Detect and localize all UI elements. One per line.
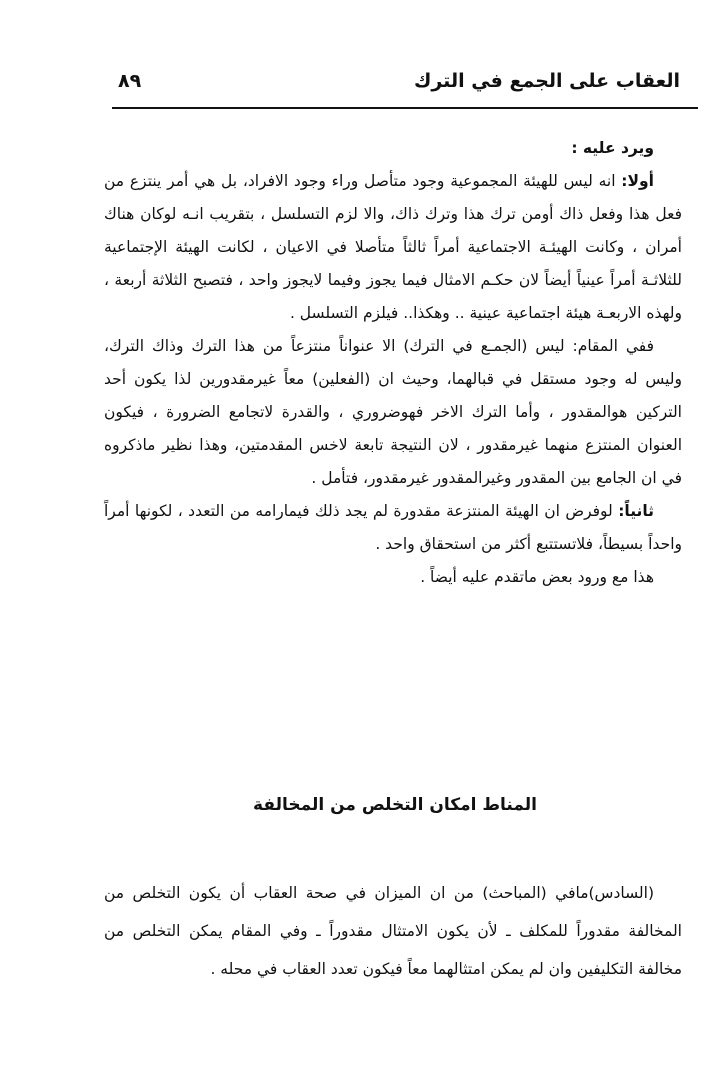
main-text bbox=[104, 132, 682, 594]
second-objection-text: لوفرض ان الهيئة المنتزعة مقدورة لم يجد ذلك فيمارامه من التعدد ، لكونها أمراً واحداً بسيطاً، فلاتستتبع أكثر من استحقاق واحد . bbox=[104, 502, 682, 553]
paragraph-sixth: (السادس)مافي (المباحث) من ان الميزان في صحة العقاب أن يكون التخلص من المخالفة مقدوراً للمكلف ـ لأن يكون الامتثال مقدوراً ـ وفي المقام يمكن التخلص من مخالفة التكليفين وان لم يمكن امتثالهما معاً فيكون تعدد العقاب في محله . bbox=[104, 884, 682, 978]
first-label: أولا: bbox=[621, 172, 654, 190]
section-heading: المناط امكان التخلص من المخالفة bbox=[253, 795, 537, 815]
running-title: العقاب على الجمع في الترك bbox=[413, 70, 680, 92]
header-rule bbox=[112, 107, 698, 109]
paragraph-application: ففي المقام: ليس (الجمـع في الترك) الا عنواناً منتزعاً من هذا الترك وذاك الترك، وليس له وجود مستقل في قبالهما، وحيث ان (الفعلين) معاً غيرمقدورين لذا يكون أحد التركين هوالمقدور ، وأما الترك الاخر فهوضروري ، والقدرة لاتجامع الضرورة ، فيكون العنوان المنتزع منهما غيرمقدور ، لان النتيجة تابعة لاخس المقدمتين، وهذا نظير ماذكروه في ان الجامع بين المقدور وغيرالمقدور غيرمقدور، فتأمل . bbox=[104, 337, 682, 487]
page-number: ٨٩ bbox=[118, 70, 142, 92]
section-text bbox=[104, 874, 682, 988]
paragraph-intro: ويرد عليه : bbox=[571, 139, 654, 157]
second-label: ثانياً: bbox=[618, 502, 654, 520]
paragraph-closing: هذا مع ورود بعض ماتقدم عليه أيضاً . bbox=[420, 568, 654, 586]
first-objection-text: انه ليس للهيئة المجموعية وجود متأصل وراء وجود الافراد، بل هي أمر ينتزع من فعل هذا وفعل ذاك أومن ترك هذا وترك ذاك، والا لزم التسلسل ، بتقريب انـه لوكان هناك أمران ، وكانت الهيئـة الاجتماعية أمراً ثالثاً متأصلا في الاعيان ، لكانت الهيئة الإجتماعية للثلاثـة أمراً عينياً أيضاً لان حكـم الامثال فيما يجوز وفيما لايجوز واحد ، فتصبح الثلاثة أربعة ، ولهذه الاربعـة هيئة اجتماعية عينية .. وهكذا.. فيلزم التسلسل . bbox=[104, 172, 682, 322]
paragraph-first-objection bbox=[104, 165, 682, 330]
paragraph-second-objection bbox=[104, 495, 682, 561]
